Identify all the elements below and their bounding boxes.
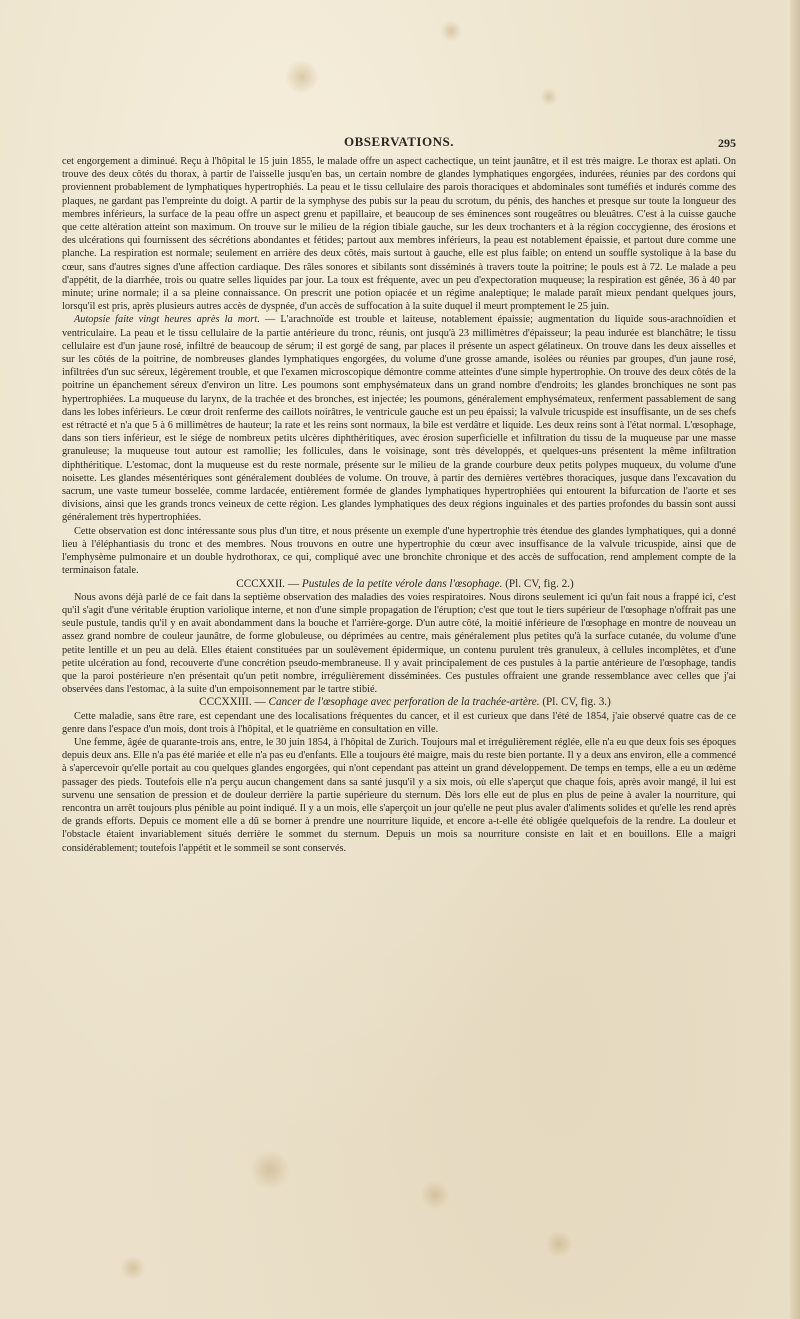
foxing-stain bbox=[250, 1150, 290, 1190]
section-title: Pustules de la petite vérole dans l'œsophage. bbox=[301, 577, 503, 590]
autopsy-text: — L'arachnoïde est trouble et laiteuse, notablement épaissie; augmentation du liquide sous-arachnoïdien et ventriculaire. La peau et le tissu cellulaire de la partie antérieure du tronc, réunis, ont jusqu'à 23 millimètres d'épaisseur; la peau indurée est blanchâtre; le tissu cellulaire est d'un jaune rosé, infiltré de beaucoup de sérum; il est gorgé de sang, par places il présente un aspect gélatineux. On trouve dans les deux aisselles et sur les côtés de la poitrine, de nombreuses glandes lymphatiques engorgées, du volume d'une grosse amande, isolées ou réunies par groupes, d'un jaune rosé, infiltrées d'un suc séreux, légèrement trouble, et que l'examen microscopique démontre comme atteintes d'une simple hypertrophie. On trouve des deux côtés de la poitrine un épanchement séreux d'environ un litre. Les poumons sont emphysémateux dans un grand nombre d'endroits; les glandes bronchiques ne sont pas hypertrophiées. La muqueuse du larynx, de la trachée et des bronches, est injectée; les poumons, généralement emphysémateux, renferment passablement de sang dans les lobes inférieurs. Le cœur droit renferme des caillots noirâtres, le ventricule gauche est un peu épaissi; la valvule tricuspide est insuffisante, un de ses chefs est rétracté et n'a que 5 à 6 millimètres de hauteur; la rate et les reins sont normaux, la bile est verdâtre et liquide. Les deux reins sont à l'état normal. L'œsophage, dans son tiers inférieur, est le siége de nombreux petits ulcères diphthéritiques, avec érosion superficielle et infiltration du tissu de la muqueuse par une masse granuleuse; la muqueuse tout autour est ramollie; les follicules, dans le voisinage, sont très développés, et quelques-uns présentent la même infiltration diphthéritique. L'estomac, dont la muqueuse est du reste normale, présente sur le milieu de la grande courbure deux petits polypes muqueux, du volume d'une noisette. Les glandes mésentériques sont généralement doublées de volume. On trouve, à partir des dernières vertèbres thoraciques, jusque dans l'excavation du sacrum, une vaste tumeur bosselée, comme lardacée, entièrement formée de glandes lymphatiques hypertrophiées qui entourent la bifurcation de l'aorte et ses divisions, ainsi que les grands troncs veineux de cette région. Les glandes lymphatiques des deux régions inguinales et des parties profondes du bassin sont aussi généralement très hypertrophiées. bbox=[62, 314, 736, 524]
page-header bbox=[62, 134, 736, 152]
section-dash: — bbox=[285, 577, 302, 590]
foxing-stain bbox=[285, 60, 319, 94]
section-number: CCCXXII. bbox=[236, 577, 286, 590]
page-gutter-shadow bbox=[790, 0, 800, 1319]
foxing-stain bbox=[545, 1230, 573, 1258]
paragraph: Une femme, âgée de quarante-trois ans, entre, le 30 juin 1854, à l'hôpital de Zurich. Toujours mal et irrégulièrement réglée, elle n'a eu que deux fois ses époques depuis deux ans. Elle n'a pas été mariée et elle n'a pas eu d'enfants. Elle a toujours été maigre, mais du reste bien portante. Il y a deux ans environ, elle a commencé à s'apercevoir qu'elle portait au cou quelques glandes engorgées, qui n'ont cependant pas atteint un grand développement. De temps en temps, elle a eu un œdème passager des pieds. Toutefois elle n'a perçu aucun changement dans sa santé jusqu'il y a six mois, où elle s'aperçut que chaque fois, après avoir mangé, il lui est survenu une sensation de pression et de douleur derrière la partie supérieure du sternum. Dès lors elle eut de plus en plus de peine à avaler la nourriture, qui rencontra un arrêt toujours plus pénible au point indiqué. Il y a un mois, elle s'aperçoit un jour qu'elle ne peut plus avaler d'aliments solides et qu'elle les rend après de grands efforts. Depuis ce moment elle a dû se borner à prendre une nourriture liquide, et encore a-t-elle été obligée quelquefois de la rendre. La douleur et l'obstacle étaient invariablement situés derrière le sommet du sternum. Depuis un mois sa nourriture consiste en lait et en bouillons. Elle a maigri considérablement; toutefois l'appétit et le sommeil se sont conservés. bbox=[62, 736, 736, 854]
section-heading bbox=[62, 696, 736, 709]
paragraph-autopsy bbox=[62, 313, 736, 524]
section-title: Cancer de l'œsophage avec perforation de la trachée-artère. bbox=[268, 696, 540, 709]
paragraph: cet engorgement a diminué. Reçu à l'hôpital le 15 juin 1855, le malade offre un aspect cachectique, un teint jaunâtre, et il est très maigre. Le thorax est aplati. On trouve des deux côtés du thorax, à partir de l'aisselle jusqu'en bas, un certain nombre de glandes lymphatiques engorgées, indurées, réunies par des cordons qui proviennent probablement de lymphatiques hypertrophiés. La peau et le tissu cellulaire des parois thoraciques et abdominales sont tuméfiés et indurés comme des plaques, ne gardant pas l'empreinte du doigt. A partir de la symphyse des pubis sur la peau du scrotum, du pénis, des hanches et presque sur toute la longueur des membres inférieurs, la surface de la peau offre un aspect grenu et papillaire, et beaucoup de ses éminences sont rougeâtres ou bleuâtres. C'est à la cuisse gauche que cette altération atteint son maximum. On trouve sur le milieu de la région tibiale gauche, sur les deux trochanters et à la région coccygienne, des érosions et des ulcérations qui fournissent des sécrétions abondantes et fétides; partout aux membres inférieurs, la peau est notablement épaissie, et partout dure comme une planche. La respiration est normale; seulement en arrière des deux côtés, mais surtout à gauche, elle est plus faible; on entend un souffle systolique à la base du cœur, sans d'autres signes d'une affection cardiaque. Des râles sonores et sibilants sont disséminés à travers toute la poitrine; le pouls est à 72. Le malade a peu d'appétit, de la diarrhée, trois ou quatre selles liquides par jour. La toux est fréquente, avec un peu d'expectoration muqueuse; la respiration est gênée, 36 à 40 par minute; urine normale; il a sa pleine connaissance. On prescrit une potion opiacée et un régime analeptique; le malade paraît mieux pendant quelques jours, lorsqu'il est pris, après plusieurs autres accès de dyspnée, d'un accès de suffocation à la suite duquel il meurt promptement le 25 juin. bbox=[62, 156, 736, 313]
paragraph: Cette observation est donc intéressante sous plus d'un titre, et nous présente un exemple d'une hypertrophie très étendue des glandes lymphatiques, qui a donné lieu à l'éléphantiasis du tronc et des membres. Nous trouvons en outre une hypertrophie du cœur avec insuffisance de la valvule tricuspide, ainsi que de l'emphysème pulmonaire et un double hydrothorax, ce qui, compliqué avec une bronchite chronique et des accès de suffocation, rend amplement compte de la terminaison fatale. bbox=[62, 525, 736, 577]
section-heading bbox=[62, 578, 736, 591]
section-dash: — bbox=[251, 696, 269, 709]
section-plate-ref: (Pl. CV, fig. 3.) bbox=[539, 696, 611, 709]
body-text bbox=[62, 155, 736, 855]
page-number: 295 bbox=[718, 136, 736, 150]
foxing-stain bbox=[120, 1255, 146, 1281]
autopsy-label: Autopsie faite vingt heures après la mort. bbox=[74, 314, 260, 326]
foxing-stain bbox=[440, 20, 462, 42]
foxing-stain bbox=[540, 88, 558, 106]
section-number: CCCXXIII. bbox=[199, 696, 252, 709]
section-plate-ref: (Pl. CV, fig. 2.) bbox=[502, 577, 574, 590]
paragraph: Nous avons déjà parlé de ce fait dans la septième observation des maladies des voies respiratoires. Nous dirons seulement ici qu'un fait nous a frappé ici, c'est qu'il s'agit d'une véritable éruption variolique interne, et non d'une simple propagation de l'éruption; c'est que tout le tiers supérieur de l'œsophage n'offrait pas une seule pustule, tandis qu'il y en avait abondamment dans la bouche et l'arrière-gorge. D'un autre côté, la moitié inférieure de l'œsophage en montre de nouveau un assez grand nombre de couleur jaunâtre, de forme globuleuse, ou déprimées au centre, mais généralement plus petites qu'à la surface cutanée, du volume d'une petite lentille et un peu au delà. Elles étaient constituées par un soulèvement épidermique, un contenu purulent très granuleux, à cellules incomplètes, et d'une petite ulcération au fond, recouverte d'une concrétion pseudo-membraneuse. Il y avait principalement de ces pustules à la partie antérieure de l'œsophage, tandis que la paroi postérieure n'en présentait qu'un petit nombre, irrégulièrement disséminées. Ces pustules offraient une grande ressemblance avec celles que j'ai observées dans l'estomac, à la suite d'un empoisonnement par le tartre stibié. bbox=[62, 591, 736, 696]
foxing-stain bbox=[420, 1180, 450, 1210]
paragraph: Cette maladie, sans être rare, est cependant une des localisations fréquentes du cancer, et il est curieux que dans l'été de 1854, j'aie observé quatre cas de ce genre dans l'espace d'un mois, dont trois à l'hôpital, et le quatrième en consultation en ville. bbox=[62, 710, 736, 735]
running-head: OBSERVATIONS. bbox=[344, 134, 454, 149]
